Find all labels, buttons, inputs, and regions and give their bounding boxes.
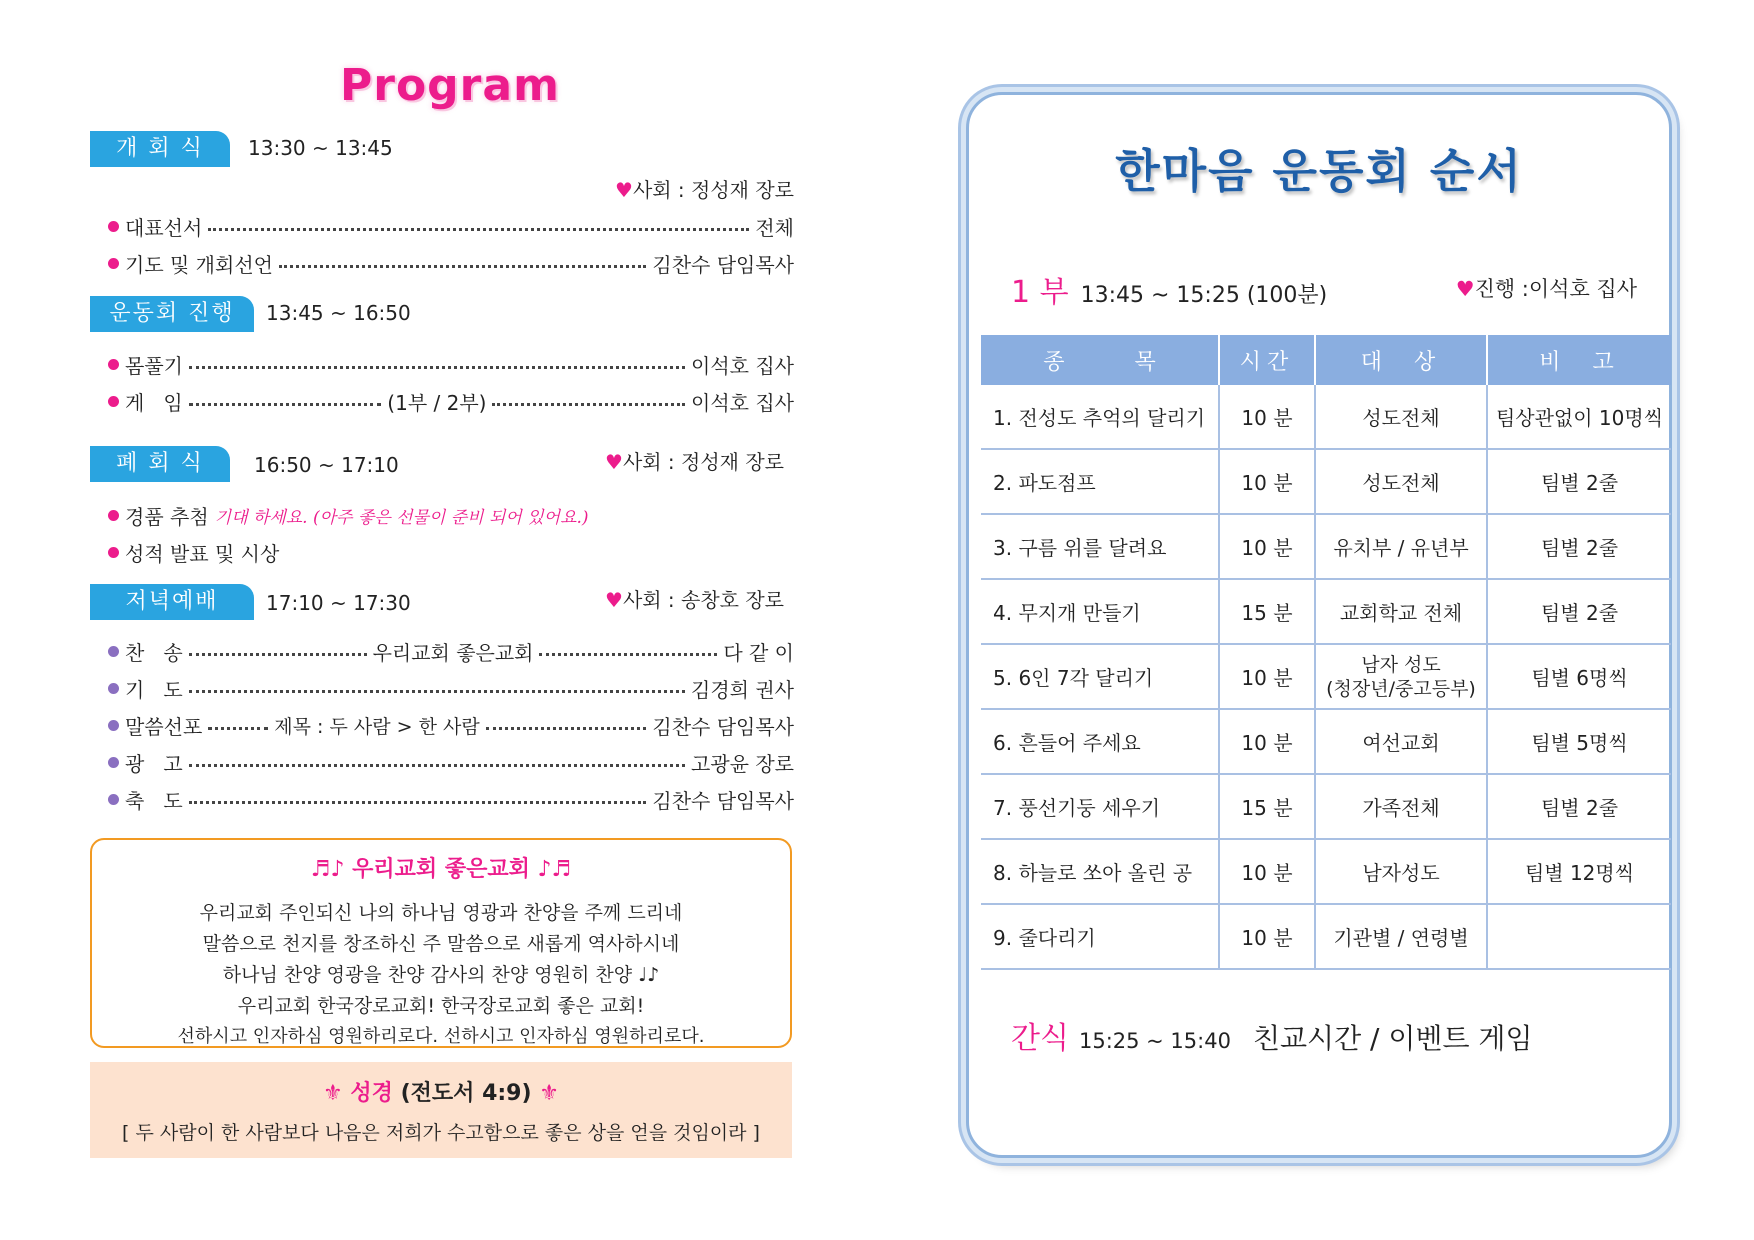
cell-note: 팀별 2줄 xyxy=(1487,579,1671,644)
snack-label: 간식 xyxy=(1011,1021,1069,1056)
table-row xyxy=(981,904,1671,969)
cell-event: 5. 6인 7각 달리기 xyxy=(981,644,1219,709)
opening-tag: 개 회 식 xyxy=(90,131,230,167)
song-line: 우리교회 주인되신 나의 하나님 영광과 찬양을 주께 드리네 xyxy=(199,902,683,924)
cell-time: 15 분 xyxy=(1219,774,1315,839)
snack-line xyxy=(1011,1013,1533,1057)
list-item xyxy=(108,537,794,567)
column-header-note: 비 고 xyxy=(1487,335,1671,385)
heart-icon: ♥ xyxy=(605,588,623,612)
item-label: 찬 송 xyxy=(125,640,183,665)
column-header-target: 대 상 xyxy=(1315,335,1487,385)
item-label: 기도 및 개회선언 xyxy=(125,252,273,277)
list-item xyxy=(108,784,794,814)
list-item xyxy=(108,747,794,777)
verse-text: [ 두 사람이 한 사람보다 나음은 저희가 수고함으로 좋은 상을 얻을 것임이라 ] xyxy=(122,1122,760,1144)
panel-title: 한마음 운동회 순서 xyxy=(1115,144,1523,198)
part1-time: 13:45 ~ 15:25 (100분) xyxy=(1080,283,1328,308)
cell-event: 9. 줄다리기 xyxy=(981,904,1219,969)
column-header-time: 시간 xyxy=(1219,335,1315,385)
leader-dots xyxy=(189,653,367,656)
snack-time: 15:25 ~ 15:40 xyxy=(1078,1029,1231,1053)
closing-host-text: 사회 : 정성재 장로 xyxy=(622,450,784,474)
table-row xyxy=(981,514,1671,579)
cell-target: 남자 성도 (청장년/중고등부) xyxy=(1315,644,1487,709)
song-line: 하나님 찬양 영광을 찬양 감사의 찬양 영원히 찬양 ♩♪ xyxy=(222,964,660,986)
leader-dots xyxy=(189,764,685,767)
part1-host xyxy=(1456,273,1637,303)
list-item xyxy=(108,211,794,241)
closing-tag: 폐 회 식 xyxy=(90,446,230,482)
cell-time: 10 분 xyxy=(1219,449,1315,514)
snack-activity: 친교시간 / 이벤트 게임 xyxy=(1252,1022,1533,1055)
closing-host xyxy=(605,446,784,475)
bullet-icon xyxy=(108,396,119,407)
item-middle: (1부 / 2부) xyxy=(387,390,487,415)
item-label: 광 고 xyxy=(125,751,183,776)
cell-time: 15 분 xyxy=(1219,579,1315,644)
cell-time: 10 분 xyxy=(1219,644,1315,709)
table-row xyxy=(981,774,1671,839)
part1-heading xyxy=(1011,267,1327,311)
cell-note: 팀상관없이 10명씩 xyxy=(1487,385,1671,449)
leader-dots xyxy=(208,727,268,730)
cell-event: 2. 파도점프 xyxy=(981,449,1219,514)
closing-time: 16:50 ~ 17:10 xyxy=(254,453,399,477)
leader-dots xyxy=(486,727,647,730)
worship-time: 17:10 ~ 17:30 xyxy=(266,591,411,615)
list-item xyxy=(108,500,794,530)
heart-icon: ♥ xyxy=(605,450,623,474)
cell-target: 교회학교 전체 xyxy=(1315,579,1487,644)
worship-host-text: 사회 : 송창호 장로 xyxy=(622,588,784,612)
song-line: 선하시고 인자하심 영원하리로다. 선하시고 인자하심 영원하리로다. xyxy=(177,1026,705,1047)
list-item xyxy=(108,349,794,379)
cell-event: 8. 하늘로 쏘아 올린 공 xyxy=(981,839,1219,904)
item-note: 기대 하세요. (아주 좋은 선물이 준비 되어 있어요.) xyxy=(214,507,589,528)
cell-event: 3. 구름 위를 달려요 xyxy=(981,514,1219,579)
opening-host xyxy=(615,174,794,203)
table-row xyxy=(981,579,1671,644)
leader-dots xyxy=(208,228,749,231)
opening-time: 13:30 ~ 13:45 xyxy=(248,136,393,160)
opening-host-text: 사회 : 정성재 장로 xyxy=(632,178,794,202)
verse-ref: (전도서 4:9) xyxy=(400,1081,532,1106)
list-item xyxy=(108,710,794,740)
verse-title xyxy=(90,1076,792,1107)
item-label: 경품 추첨 xyxy=(125,504,209,529)
cell-target: 남자성도 xyxy=(1315,839,1487,904)
song-title: ♬♪ 우리교회 좋은교회 ♪♬ xyxy=(310,857,572,882)
table-row xyxy=(981,449,1671,514)
bullet-icon xyxy=(108,221,119,232)
item-label: 몸풀기 xyxy=(125,353,183,378)
bullet-icon xyxy=(108,683,119,694)
column-header-event: 종 목 xyxy=(981,335,1219,385)
item-value: 다 같 이 xyxy=(723,640,795,665)
cell-target: 성도전체 xyxy=(1315,449,1487,514)
item-middle: 제목 : 두 사람 > 한 사람 xyxy=(274,715,480,738)
item-value: 김찬수 담임목사 xyxy=(652,252,794,277)
list-item xyxy=(108,636,794,666)
schedule-panel xyxy=(966,92,1672,1158)
cell-time: 10 분 xyxy=(1219,709,1315,774)
bullet-icon xyxy=(108,757,119,768)
sports-time: 13:45 ~ 16:50 xyxy=(266,301,411,325)
item-value: 이석호 집사 xyxy=(691,353,794,378)
part1-label: 1 부 xyxy=(1011,275,1069,310)
list-item xyxy=(108,248,794,278)
verse-title-text: ⚜ 성경 xyxy=(323,1081,401,1106)
list-item xyxy=(108,386,794,416)
song-line: 우리교회 한국장로교회! 한국장로교회 좋은 교회! xyxy=(237,995,645,1017)
item-label: 말씀선포 xyxy=(125,714,203,739)
cell-target: 여선교회 xyxy=(1315,709,1487,774)
item-value: 김찬수 담임목사 xyxy=(652,788,794,813)
list-item xyxy=(108,673,794,703)
item-value: 전체 xyxy=(755,215,794,240)
cell-note: 팀별 2줄 xyxy=(1487,514,1671,579)
leader-dots xyxy=(492,403,685,406)
cell-time: 10 분 xyxy=(1219,839,1315,904)
cell-target: 기관별 / 연령별 xyxy=(1315,904,1487,969)
table-row xyxy=(981,839,1671,904)
cell-time: 10 분 xyxy=(1219,514,1315,579)
item-middle: 우리교회 좋은교회 xyxy=(372,640,534,665)
heart-icon: ♥ xyxy=(1455,277,1475,301)
song-line: 말씀으로 천지를 창조하신 주 말씀으로 새롭게 역사하시네 xyxy=(202,933,680,955)
table-row xyxy=(981,385,1671,449)
table-row xyxy=(981,644,1671,709)
cell-target: 가족전체 xyxy=(1315,774,1487,839)
cell-event: 7. 풍선기둥 세우기 xyxy=(981,774,1219,839)
leader-dots xyxy=(189,801,647,804)
verse-title-end: ⚜ xyxy=(531,1081,559,1106)
heart-icon: ♥ xyxy=(615,178,633,202)
cell-target: 유치부 / 유년부 xyxy=(1315,514,1487,579)
leader-dots xyxy=(279,265,646,268)
verse-box xyxy=(90,1062,792,1158)
bullet-icon xyxy=(108,359,119,370)
cell-note: 팀별 12명씩 xyxy=(1487,839,1671,904)
item-value: 김찬수 담임목사 xyxy=(652,714,794,739)
leader-dots xyxy=(189,403,382,406)
cell-event: 1. 전성도 추억의 달리기 xyxy=(981,385,1219,449)
item-value: 김경희 권사 xyxy=(691,677,794,702)
cell-target: 성도전체 xyxy=(1315,385,1487,449)
leader-dots xyxy=(189,690,685,693)
cell-time: 10 분 xyxy=(1219,385,1315,449)
item-label: 게 임 xyxy=(125,390,183,415)
part1-host-text: 진행 :이석호 집사 xyxy=(1474,277,1637,301)
leader-dots xyxy=(189,366,685,369)
item-value: 고광윤 장로 xyxy=(691,751,794,776)
cell-event: 4. 무지개 만들기 xyxy=(981,579,1219,644)
program-title: Program xyxy=(340,60,560,111)
leader-dots xyxy=(539,653,717,656)
table-row xyxy=(981,709,1671,774)
bullet-icon xyxy=(108,646,119,657)
sports-tag: 운동회 진행 xyxy=(90,296,254,332)
worship-tag: 저녁예배 xyxy=(90,584,254,620)
item-label: 축 도 xyxy=(125,788,183,813)
cell-note xyxy=(1487,904,1671,969)
song-box xyxy=(90,838,792,1048)
cell-note: 팀별 2줄 xyxy=(1487,774,1671,839)
cell-note: 팀별 6명씩 xyxy=(1487,644,1671,709)
item-label: 성적 발표 및 시상 xyxy=(125,541,280,566)
cell-time: 10 분 xyxy=(1219,904,1315,969)
bullet-icon xyxy=(108,510,119,521)
cell-note: 팀별 2줄 xyxy=(1487,449,1671,514)
item-label: 기 도 xyxy=(125,677,183,702)
item-value: 이석호 집사 xyxy=(691,390,794,415)
bullet-icon xyxy=(108,794,119,805)
bullet-icon xyxy=(108,258,119,269)
schedule-table xyxy=(981,335,1671,970)
cell-event: 6. 흔들어 주세요 xyxy=(981,709,1219,774)
bullet-icon xyxy=(108,547,119,558)
item-label: 대표선서 xyxy=(125,215,203,240)
table-header-row xyxy=(981,335,1671,385)
worship-host xyxy=(605,584,784,613)
cell-note: 팀별 5명씩 xyxy=(1487,709,1671,774)
bullet-icon xyxy=(108,720,119,731)
